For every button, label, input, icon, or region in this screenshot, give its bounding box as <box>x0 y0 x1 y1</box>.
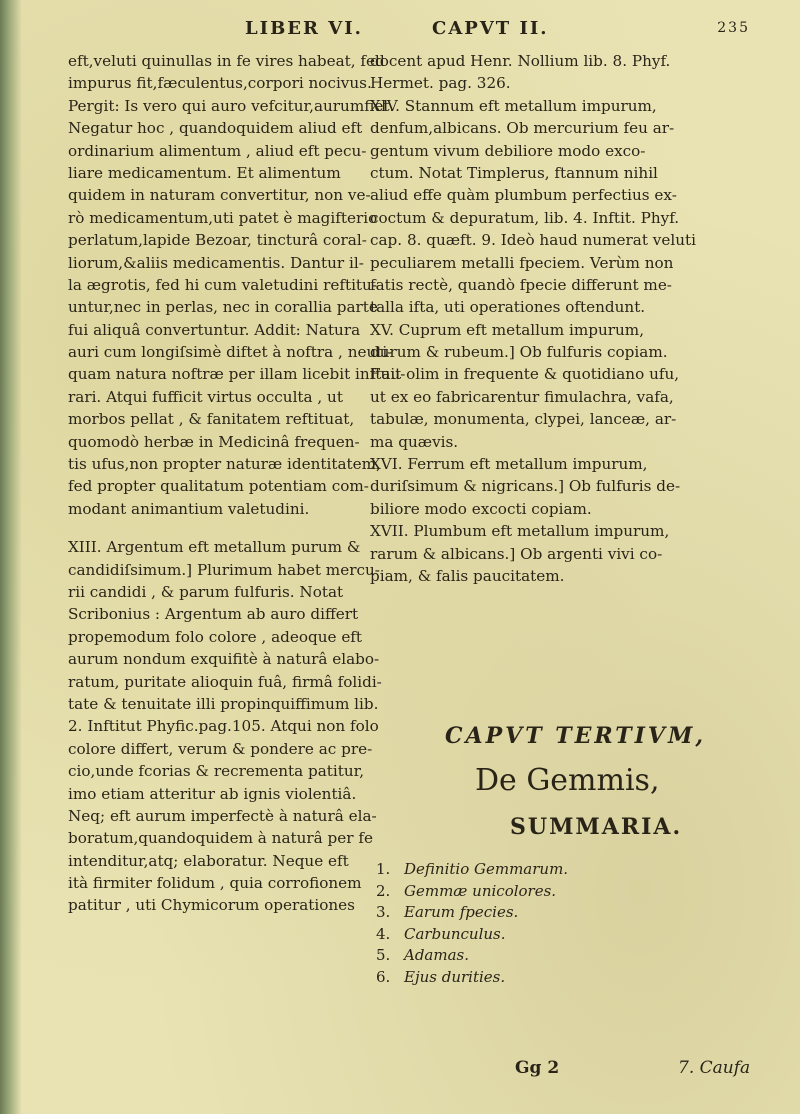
text-line: quidem in naturam convertitur, non ve- <box>68 186 371 205</box>
text-line: imo etiam atteritur ab ignis violentiâ. <box>68 784 357 803</box>
summary-item-text: Earum fpecies. <box>404 903 519 921</box>
running-head <box>0 6 800 46</box>
text-line: auri cum longiſsimè diftet à noftra , neuti- <box>68 343 393 362</box>
text-line: rari. Atqui fufficit virtus occulta , ut <box>68 387 343 406</box>
text-line: XVII. Plumbum eft metallum impurum, <box>370 522 670 541</box>
text-line: XIV. Stannum eft metallum impurum, <box>370 96 657 115</box>
text-line: morbos pellat , & fanitatem reftituat, <box>68 410 355 429</box>
text-line: cap. 8. quæft. 9. Ideò haud numerat veluti <box>370 231 696 250</box>
text-line: liare medicamentum. Et alimentum <box>68 163 341 182</box>
text-line: tabulæ, monumenta, clypei, lanceæ, ar- <box>370 410 677 429</box>
summary-item-text: Ejus durities. <box>404 967 506 986</box>
text-line: perlatum,lapide Bezoar, tincturâ coral- <box>68 231 367 250</box>
text-line: rii candidi , & parum fulfuris. Notat <box>68 582 344 601</box>
chapter-heading <box>405 723 745 840</box>
page-number: 235 <box>717 20 750 36</box>
text-line: aliud effe quàm plumbum perfectius ex- <box>370 186 677 205</box>
left-text-column <box>68 50 406 917</box>
text-line: impurus fit,fæculentus,corpori nocivus. <box>68 74 372 93</box>
text-line: candidiſsimum.] Plurimum habet mercu- <box>68 560 380 579</box>
text-line: eft,veluti quinullas in fe vires habeat, fed <box>68 52 385 70</box>
text-line: ctum. Notat Timplerus, ftannum nihil <box>370 163 658 182</box>
text-line: docent apud Henr. Nollium lib. 8. Phyf. <box>370 52 671 70</box>
paragraph-gap <box>68 520 364 536</box>
text-line: tis ufus,non propter naturæ identitatem, <box>68 455 381 474</box>
summary-item-number: 3. <box>376 903 391 921</box>
text-line: biliore modo excocti copiam. <box>370 499 592 518</box>
text-line: propemodum folo colore , adeoque eft <box>68 627 363 646</box>
summary-heading: SUMMARIA. <box>510 814 683 840</box>
summary-item-text: Definitio Gemmarum. <box>404 860 569 878</box>
catchword: 7. Caufa <box>678 1058 751 1078</box>
summary-item-number: 2. <box>376 881 391 900</box>
text-line: XVI. Ferrum eft metallum impurum, <box>370 455 648 474</box>
text-line: cio,unde fcorias & recrementa patitur, <box>68 762 365 781</box>
text-line: Fuit olim in frequente & quotidiano ufu, <box>370 365 680 384</box>
text-line: modant animantium valetudini. <box>68 499 310 518</box>
summary-item-text: Carbunculus. <box>404 924 506 943</box>
text-line: duriſsimum & nigricans.] Ob fulfuris de- <box>370 477 681 496</box>
summary-item <box>376 859 756 881</box>
text-line: rò medicamentum,uti patet è magifterio <box>68 208 378 227</box>
summary-item <box>376 902 756 924</box>
text-line: boratum,quandoquidem à naturâ per fe <box>68 829 373 848</box>
summary-item-number: 1. <box>376 860 391 878</box>
text-line: ità firmiter folidum , quia corrofionem <box>68 874 362 893</box>
text-line: aurum nondum exquifitè à naturâ elabo- <box>68 650 380 669</box>
text-line: talla ifta, uti operationes oftendunt. <box>370 298 646 317</box>
text-line: patitur , uti Chymicorum operationes <box>68 896 355 915</box>
text-line: gentum vivum debiliore modo exco- <box>370 141 646 160</box>
text-line: ut ex eo fabricarentur fimulachra, vafa, <box>370 387 674 406</box>
text-line: rarum & albicans.] Ob argenti vivi co- <box>370 544 663 563</box>
text-line: XIII. Argentum eft metallum purum & <box>68 538 361 557</box>
summary-item-number: 6. <box>376 967 391 986</box>
running-head-chapter: CAPVT II. <box>432 18 549 39</box>
text-line: durum & rubeum.] Ob fulfuris copiam. <box>370 343 668 362</box>
text-line: quam natura noftræ per illam licebit inftau- <box>68 365 406 384</box>
text-line: Negatur hoc , quandoquidem aliud eft <box>68 119 363 138</box>
text-line: Pergit: Is vero qui auro vefcitur,aurumfiet. <box>68 96 395 115</box>
summary-item <box>376 881 756 903</box>
text-line: XV. Cuprum eft metallum impurum, <box>370 320 645 339</box>
summary-list <box>376 859 756 988</box>
text-line: piam, & falis paucitatem. <box>370 566 565 585</box>
text-line: peculiarem metalli fpeciem. Verùm non <box>370 253 674 272</box>
text-line: ma quævis. <box>370 432 459 451</box>
summary-item-text: Gemmæ unicolores. <box>404 881 557 900</box>
summary-item-text: Adamas. <box>404 946 470 964</box>
text-line: Scribonius : Argentum ab auro differt <box>68 605 359 624</box>
page-edge <box>0 0 22 1114</box>
text-line: denfum,albicans. Ob mercurium feu ar- <box>370 119 675 138</box>
signature-mark: Gg 2 <box>515 1058 560 1078</box>
text-line: liorum,&aliis medicamentis. Dantur il- <box>68 253 364 272</box>
chapter-title: CAPVT TERTIVM, <box>445 723 707 749</box>
text-line: tate & tenuitate illi propinquiffimum lib. <box>68 694 379 713</box>
text-line: intenditur,atq; elaboratur. Neque eft <box>68 851 349 870</box>
text-line: Hermet. pag. 326. <box>370 74 511 93</box>
text-line: 2. Inftitut Phyfic.pag.105. Atqui non folo <box>68 717 379 736</box>
text-line: untur,nec in perlas, nec in corallia parte <box>68 298 378 317</box>
text-line: colore differt, verum & pondere ac pre- <box>68 739 373 758</box>
text-line: la ægrotis, fed hi cum valetudini reftitu- <box>68 275 377 294</box>
summary-item-number: 4. <box>376 924 391 943</box>
text-line: Neq; eft aurum imperfectè à naturâ ela- <box>68 806 377 825</box>
summary-item-number: 5. <box>376 946 391 964</box>
summary-item <box>376 967 756 989</box>
running-head-book: LIBER VI. <box>245 18 363 39</box>
chapter-subtitle: De Gemmis, <box>475 763 660 798</box>
text-line: fui aliquâ convertuntur. Addit: Natura <box>68 320 361 339</box>
text-line: coctum & depuratum, lib. 4. Inftit. Phyf. <box>370 208 680 227</box>
summary-item <box>376 945 756 967</box>
text-line: ordinarium alimentum , aliud eft pecu- <box>68 141 367 160</box>
text-line: ratum, puritate alioquin fuâ, firmâ folidi- <box>68 672 382 691</box>
text-line: fed propter qualitatum potentiam com- <box>68 477 369 496</box>
summary-item <box>376 924 756 946</box>
text-line: quomodò herbæ in Medicinâ frequen- <box>68 432 360 451</box>
text-line: fatis rectè, quandò fpecie differunt me- <box>370 275 672 294</box>
right-text-column <box>370 50 762 587</box>
